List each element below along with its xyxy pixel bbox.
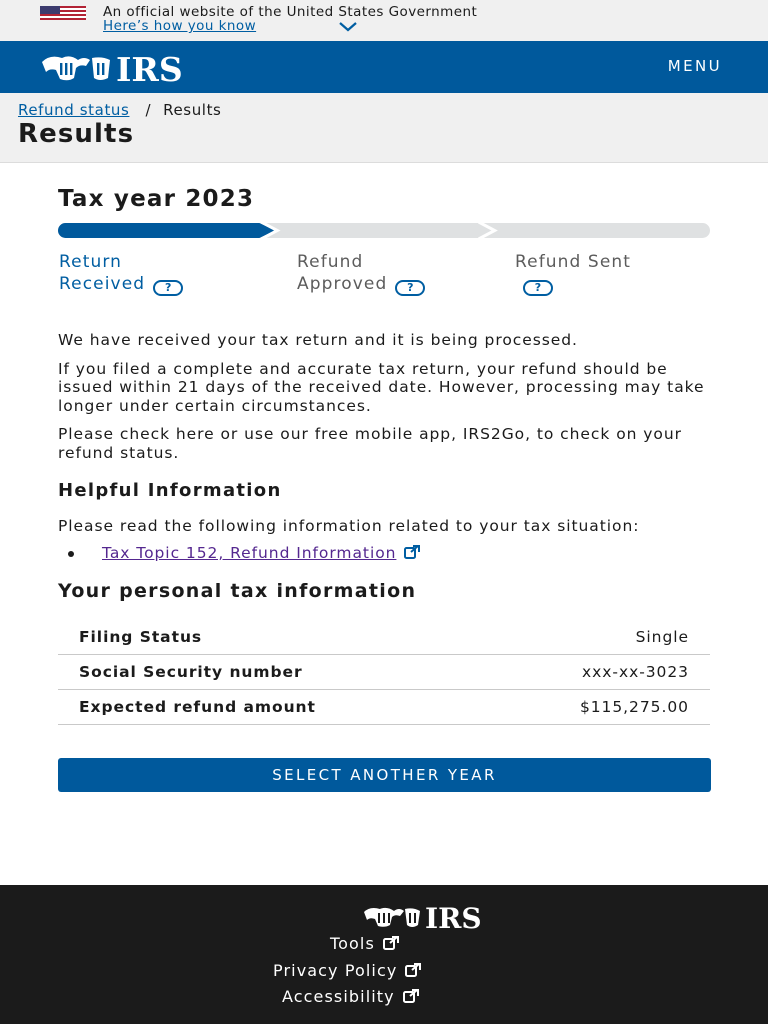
page-title: Results (18, 119, 135, 149)
footer-accessibility-link[interactable] (282, 987, 419, 1006)
external-link-icon[interactable] (404, 545, 420, 559)
help-question-icon[interactable]: ? (395, 280, 425, 296)
irs2go-message: Please check here or use our free mobile app, IRS2Go, to check on your refund status. (58, 425, 682, 462)
help-question-icon[interactable]: ? (153, 280, 183, 296)
footer-tools-link[interactable] (330, 934, 399, 953)
footer-link-label: Privacy Policy (273, 961, 398, 980)
filing-status-value: Single (481, 620, 710, 655)
official-website-text: An official website of the United States Government (103, 4, 478, 20)
refund-amount-label: Expected refund amount (58, 690, 481, 725)
step-label-line1: Return (59, 252, 123, 272)
step-refund-approved (297, 251, 425, 296)
gov-banner (0, 0, 768, 41)
site-header (0, 41, 768, 93)
progress-fill (58, 223, 275, 238)
step-label-line2: Received (59, 274, 146, 294)
step-label-line1: Refund (297, 252, 364, 272)
helpful-links-list (58, 544, 710, 562)
chevron-down-icon[interactable] (338, 21, 358, 33)
progress-bar (58, 223, 710, 243)
page-heading-area (0, 93, 768, 163)
breadcrumb-current: Results (163, 101, 222, 119)
irs-eagle-logo[interactable] (40, 52, 240, 84)
table-row (58, 655, 710, 690)
tracker-steps (58, 251, 710, 331)
breadcrumb (18, 101, 221, 119)
refund-timing-message: If you filed a complete and accurate tax return, your refund should be issued within 21 days of the received date. However, processing may take longer under certain circumstances. (58, 359, 705, 415)
irs-eagle-logo[interactable] (362, 904, 528, 930)
tax-year-heading: Tax year 2023 (58, 186, 255, 212)
refund-amount-value: $115,275.00 (481, 690, 710, 725)
footer-privacy-policy-link[interactable] (273, 961, 421, 980)
svg-text:IRS: IRS (425, 904, 482, 930)
list-item (102, 544, 710, 562)
footer-link-label: Accessibility (282, 987, 395, 1006)
helpful-info-intro: Please read the following information related to your tax situation: (58, 517, 640, 535)
personal-info-table (58, 620, 710, 726)
select-another-year-button[interactable]: SELECT ANOTHER YEAR (58, 758, 711, 792)
ssn-value: xxx-xx-3023 (481, 655, 710, 690)
step-return-received (59, 251, 183, 296)
helpful-info-heading: Helpful Information (58, 480, 282, 501)
how-you-know-link[interactable]: Here’s how you know (103, 18, 257, 34)
us-flag-icon (40, 6, 86, 20)
main-content (58, 186, 710, 792)
external-link-icon (403, 989, 419, 1003)
tax-topic-152-link[interactable]: Tax Topic 152, Refund Information (102, 543, 397, 562)
step-label-line1: Refund Sent (515, 252, 632, 272)
footer-link-label: Tools (330, 934, 375, 953)
status-message: We have received your tax return and it is being processed. (58, 331, 578, 349)
breadcrumb-separator: / (145, 101, 152, 119)
ssn-label: Social Security number (58, 655, 481, 690)
personal-info-heading: Your personal tax information (58, 579, 417, 602)
breadcrumb-refund-status-link[interactable]: Refund status (18, 101, 130, 119)
menu-button[interactable]: MENU (667, 57, 722, 75)
site-footer (0, 885, 768, 1024)
table-row (58, 690, 710, 725)
step-refund-sent (515, 251, 631, 296)
table-row (58, 620, 710, 655)
refund-progress-tracker (58, 223, 710, 243)
filing-status-label: Filing Status (58, 620, 481, 655)
help-question-icon[interactable]: ? (523, 280, 553, 296)
external-link-icon (405, 963, 421, 977)
svg-text:IRS: IRS (116, 52, 183, 84)
external-link-icon (383, 936, 399, 950)
step-label-line2: Approved (297, 274, 388, 294)
